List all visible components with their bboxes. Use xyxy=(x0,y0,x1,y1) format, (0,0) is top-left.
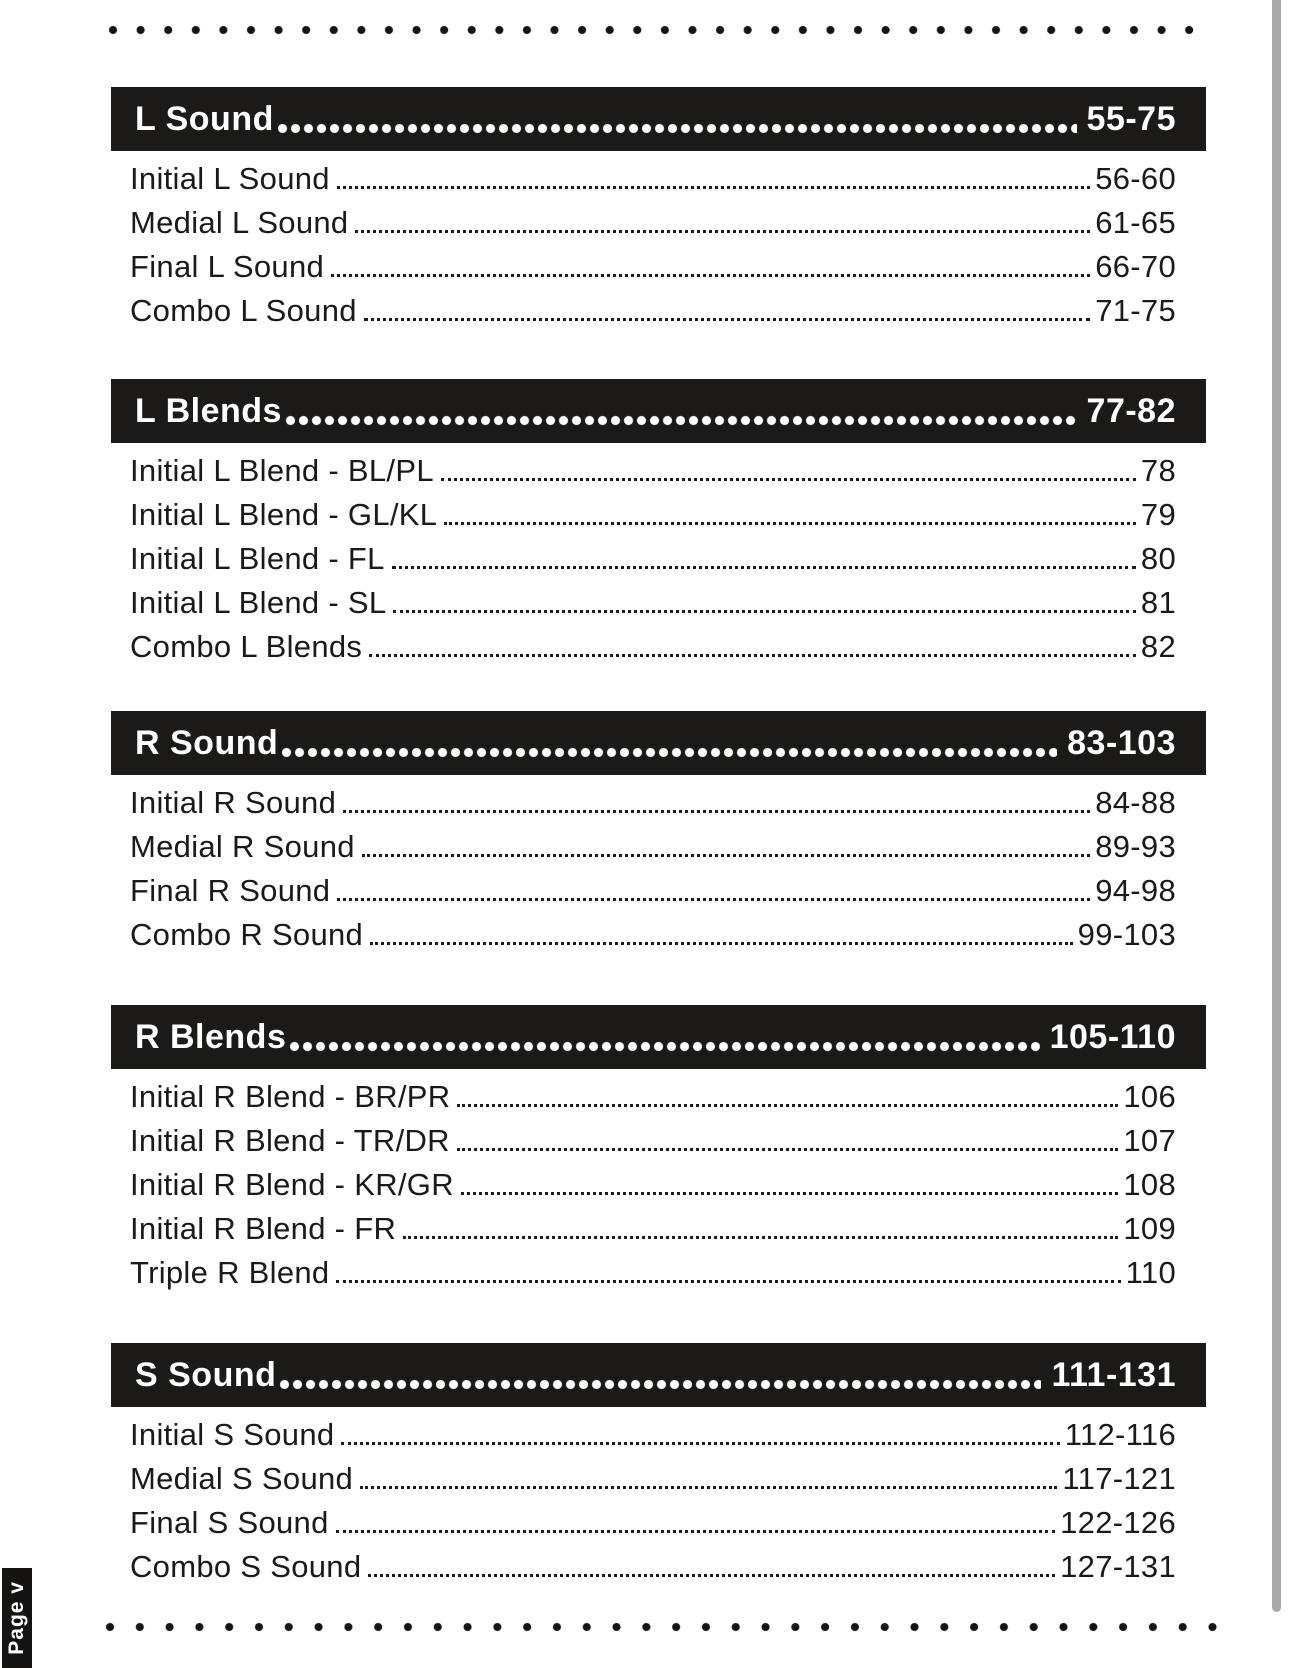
leader-dots-icon xyxy=(337,186,1090,189)
entry-page-range: 117-121 xyxy=(1062,1461,1176,1496)
entry-page-range: 81 xyxy=(1140,585,1176,620)
section-page-range: 55-75 xyxy=(1086,100,1176,138)
decorative-dots-bottom xyxy=(102,1619,1218,1635)
toc-entry xyxy=(130,537,1176,581)
section-header-bar xyxy=(111,1005,1206,1069)
entry-page-range: 66-70 xyxy=(1095,249,1176,284)
toc-entry xyxy=(130,1119,1176,1163)
decorative-dots-top xyxy=(105,22,1211,38)
section-page-range: 83-103 xyxy=(1067,724,1176,762)
entry-label: Final S Sound xyxy=(130,1505,329,1540)
toc-entry xyxy=(130,1251,1176,1295)
leader-dots-icon xyxy=(370,942,1073,945)
leader-dots-icon xyxy=(403,1236,1118,1239)
leader-dots-icon xyxy=(362,854,1090,857)
entry-label: Initial S Sound xyxy=(130,1417,335,1452)
toc-section-l-blends xyxy=(111,379,1206,669)
leader-dots-icon xyxy=(392,566,1136,569)
toc-entry xyxy=(130,1501,1176,1545)
leader-dots-icon xyxy=(461,1192,1118,1195)
entry-label: Combo S Sound xyxy=(130,1549,362,1584)
entry-page-range: 122-126 xyxy=(1060,1505,1176,1540)
entry-label: Final L Sound xyxy=(130,249,325,284)
entry-label: Medial L Sound xyxy=(130,205,349,240)
toc-entry xyxy=(130,781,1176,825)
entry-page-range: 107 xyxy=(1123,1123,1176,1158)
scrollbar-thumb[interactable] xyxy=(1272,0,1281,1612)
toc-section-r-blends xyxy=(111,1005,1206,1295)
toc-entry xyxy=(130,581,1176,625)
entry-label: Combo R Sound xyxy=(130,917,364,952)
leader-dots-icon xyxy=(364,318,1090,321)
entry-page-range: 127-131 xyxy=(1060,1549,1176,1584)
section-page-range: 111-131 xyxy=(1051,1356,1176,1394)
entry-page-range: 89-93 xyxy=(1095,829,1176,864)
toc-entry xyxy=(130,449,1176,493)
toc-entry xyxy=(130,1413,1176,1457)
entry-label: Initial R Blend - KR/GR xyxy=(130,1167,454,1202)
entry-label: Medial R Sound xyxy=(130,829,355,864)
entry-label: Initial L Blend - FL xyxy=(130,541,385,576)
entry-page-range: 56-60 xyxy=(1095,161,1176,196)
section-title: L Blends xyxy=(135,392,282,430)
section-title: R Sound xyxy=(135,724,279,762)
section-entries xyxy=(111,775,1206,957)
entry-label: Initial R Blend - FR xyxy=(130,1211,397,1246)
toc-entry xyxy=(130,1545,1176,1589)
toc-entry xyxy=(130,245,1176,289)
section-entries xyxy=(111,151,1206,333)
entry-label: Initial R Blend - BR/PR xyxy=(130,1079,451,1114)
entry-label: Triple R Blend xyxy=(130,1255,330,1290)
leader-dots-icon xyxy=(281,747,1057,758)
toc-entry xyxy=(130,625,1176,669)
section-header-bar xyxy=(111,1343,1206,1407)
entry-label: Combo L Blends xyxy=(130,629,363,664)
toc-entry xyxy=(130,201,1176,245)
entry-page-range: 71-75 xyxy=(1095,293,1176,328)
entry-page-range: 79 xyxy=(1140,497,1176,532)
section-header-bar xyxy=(111,711,1206,775)
leader-dots-icon xyxy=(277,123,1077,134)
toc-entry xyxy=(130,157,1176,201)
toc-entry xyxy=(130,1075,1176,1119)
entry-page-range: 94-98 xyxy=(1095,873,1176,908)
entry-page-range: 99-103 xyxy=(1077,917,1176,952)
leader-dots-icon xyxy=(360,1486,1057,1489)
leader-dots-icon xyxy=(336,1280,1120,1283)
leader-dots-icon xyxy=(369,654,1136,657)
entry-label: Combo L Sound xyxy=(130,293,357,328)
entry-page-range: 80 xyxy=(1140,541,1176,576)
section-page-range: 105-110 xyxy=(1049,1018,1176,1056)
section-header-bar xyxy=(111,379,1206,443)
page-number-label: Page v xyxy=(5,1581,28,1655)
entry-label: Medial S Sound xyxy=(130,1461,354,1496)
table-of-contents xyxy=(111,87,1206,1589)
entry-page-range: 112-116 xyxy=(1064,1417,1176,1452)
section-title: S Sound xyxy=(135,1356,277,1394)
entry-label: Initial R Blend - TR/DR xyxy=(130,1123,450,1158)
leader-dots-icon xyxy=(355,230,1090,233)
entry-label: Initial L Blend - SL xyxy=(130,585,387,620)
entry-page-range: 61-65 xyxy=(1095,205,1176,240)
leader-dots-icon xyxy=(336,1530,1055,1533)
leader-dots-icon xyxy=(341,1442,1059,1445)
section-entries xyxy=(111,1407,1206,1589)
section-title: R Blends xyxy=(135,1018,287,1056)
toc-entry xyxy=(130,289,1176,333)
section-entries xyxy=(111,443,1206,669)
entry-page-range: 78 xyxy=(1140,453,1176,488)
entry-page-range: 108 xyxy=(1123,1167,1176,1202)
entry-page-range: 106 xyxy=(1123,1079,1176,1114)
entry-page-range: 109 xyxy=(1123,1211,1176,1246)
toc-section-l-sound xyxy=(111,87,1206,333)
entry-label: Initial L Blend - GL/KL xyxy=(130,497,438,532)
leader-dots-icon xyxy=(457,1148,1119,1151)
toc-section-s-sound xyxy=(111,1343,1206,1589)
leader-dots-icon xyxy=(368,1574,1055,1577)
leader-dots-icon xyxy=(337,898,1090,901)
toc-entry xyxy=(130,913,1176,957)
toc-entry xyxy=(130,869,1176,913)
toc-entry xyxy=(130,1207,1176,1251)
toc-entry xyxy=(130,1457,1176,1501)
section-page-range: 77-82 xyxy=(1086,392,1176,430)
entry-label: Initial L Sound xyxy=(130,161,330,196)
leader-dots-icon xyxy=(279,1379,1041,1390)
toc-entry xyxy=(130,825,1176,869)
entry-page-range: 110 xyxy=(1125,1255,1176,1290)
entry-label: Final R Sound xyxy=(130,873,331,908)
leader-dots-icon xyxy=(285,415,1077,426)
leader-dots-icon xyxy=(441,478,1136,481)
section-entries xyxy=(111,1069,1206,1295)
toc-entry xyxy=(130,1163,1176,1207)
section-header-bar xyxy=(111,87,1206,151)
entry-label: Initial R Sound xyxy=(130,785,337,820)
leader-dots-icon xyxy=(393,610,1135,613)
entry-page-range: 84-88 xyxy=(1095,785,1176,820)
entry-page-range: 82 xyxy=(1140,629,1176,664)
toc-entry xyxy=(130,493,1176,537)
entry-label: Initial L Blend - BL/PL xyxy=(130,453,434,488)
leader-dots-icon xyxy=(289,1041,1039,1052)
section-title: L Sound xyxy=(135,100,274,138)
leader-dots-icon xyxy=(457,1104,1118,1107)
page-number-tab xyxy=(2,1568,32,1668)
leader-dots-icon xyxy=(343,810,1090,813)
leader-dots-icon xyxy=(331,274,1090,277)
toc-section-r-sound xyxy=(111,711,1206,957)
leader-dots-icon xyxy=(444,522,1136,525)
